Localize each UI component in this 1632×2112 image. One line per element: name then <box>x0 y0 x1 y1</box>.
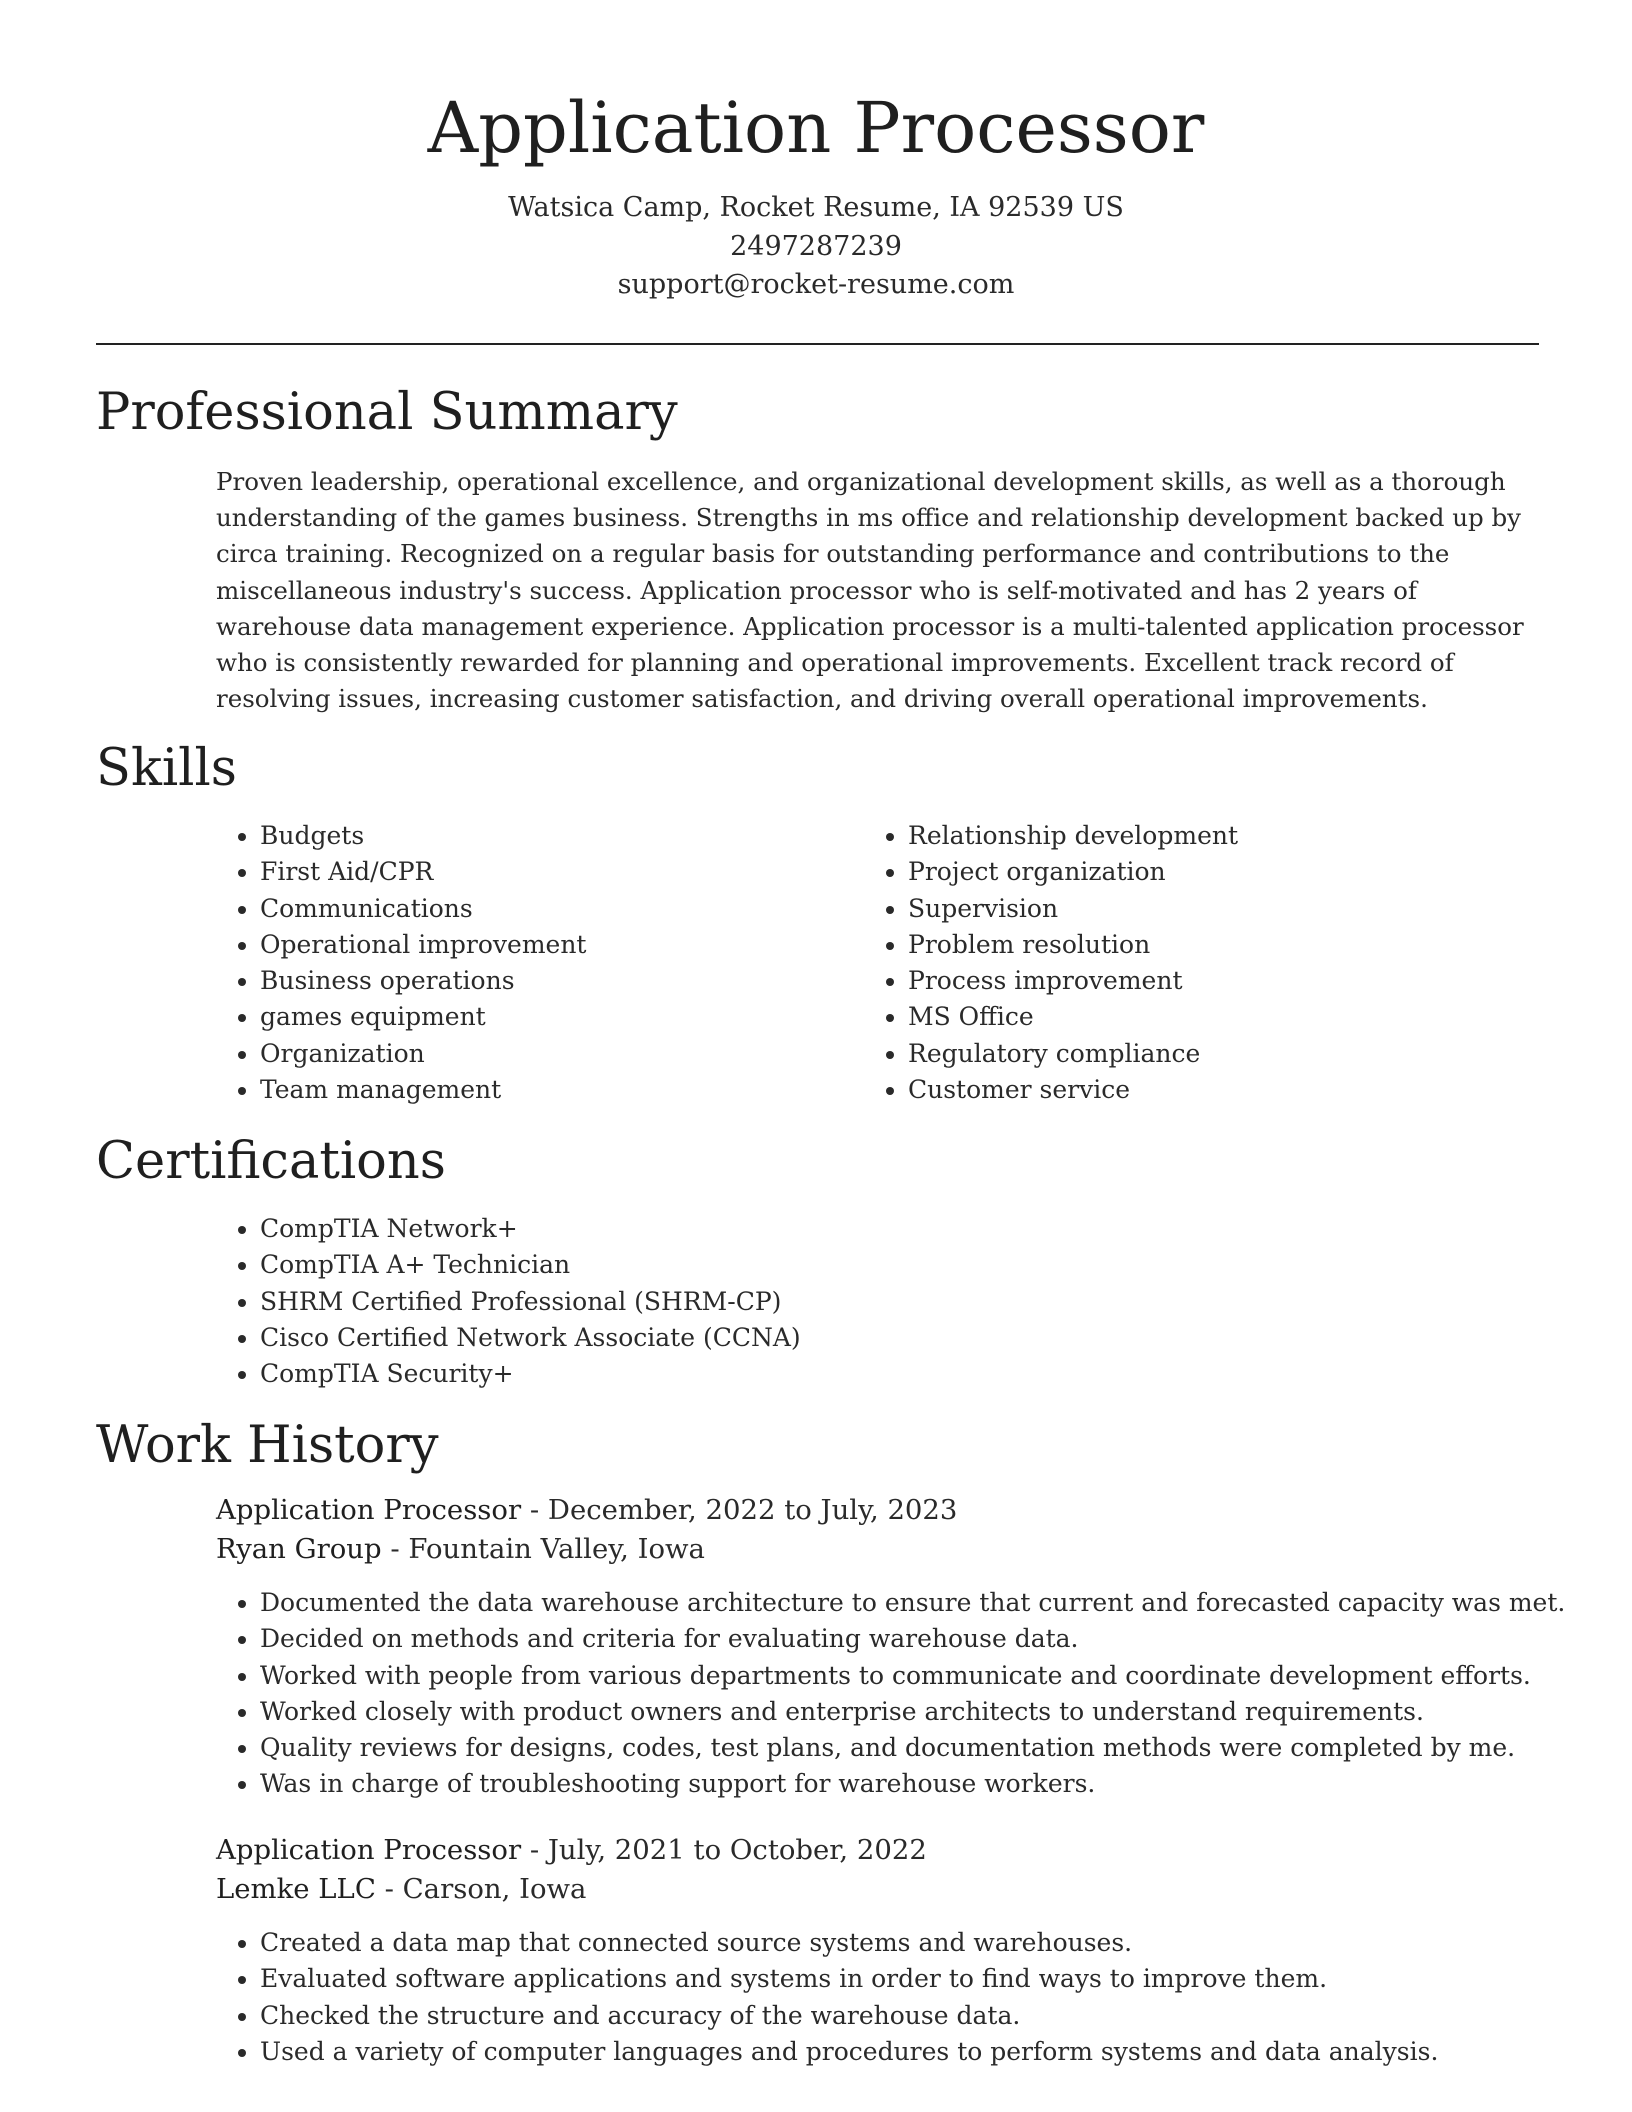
job-dates: July, 2021 to October, 2022 <box>547 1834 927 1866</box>
skill-item: • Communications <box>260 891 860 927</box>
job-bullet: • Documented the data warehouse architecture to ensure that current and forecasted capacity was met. <box>260 1585 1560 1621</box>
job-bullet: • Worked with people from various departments to communicate and coordinate development efforts. <box>260 1658 1560 1694</box>
skills-heading: Skills <box>96 739 237 798</box>
contact-address: Watsica Camp, Rocket Resume, IA 92539 US <box>508 192 1124 223</box>
summary-text: Proven leadership, operational excellence, and organizational development skills, as well as a thorough understanding of the games business. Strengths in ms office and relationship development backed up by circa training. Recognized on a regular basis for outstanding performance and contributions to the miscellaneous industry's success. Application processor who is self-motivated and has 2 years of warehouse data management experience. Application processor is a multi-talented application processor who is consistently rewarded for planning and operational improvements. Excellent track record of resolving issues, increasing customer satisfaction, and driving overall operational improvements. <box>216 467 1524 714</box>
certifications-list <box>216 1211 1460 1392</box>
summary-heading: Professional Summary <box>96 383 678 442</box>
job-bullets <box>216 1925 1560 2070</box>
job-bullet: • Evaluated software applications and systems in order to find ways to improve them. <box>260 1961 1560 1997</box>
job-bullet: • Was in charge of troubleshooting support for warehouse workers. <box>260 1766 1560 1802</box>
job-bullet: • Decided on methods and criteria for evaluating warehouse data. <box>260 1621 1560 1657</box>
skills-list-left <box>216 818 860 1108</box>
contact-email[interactable]: support@rocket-resume.com <box>617 269 1015 300</box>
job-company-line: Ryan Group - Fountain Valley, Iowa <box>216 1533 705 1565</box>
skill-item: • Relationship development <box>908 818 1548 854</box>
certifications-heading: Certifications <box>96 1132 446 1191</box>
job-location: Carson, Iowa <box>402 1873 587 1905</box>
job-company: Ryan Group <box>216 1533 382 1565</box>
job-title-line: Application Processor - December, 2022 to July, 2023 <box>216 1494 958 1526</box>
job-company: Lemke LLC <box>216 1873 376 1905</box>
certification-item: • Cisco Certified Network Associate (CCNA) <box>260 1320 1460 1356</box>
skill-item: • Project organization <box>908 854 1548 890</box>
header-divider <box>96 343 1539 345</box>
skill-item: • Problem resolution <box>908 927 1548 963</box>
skill-item: • Team management <box>260 1072 860 1108</box>
skill-item: • Customer service <box>908 1072 1548 1108</box>
job-bullet: • Worked closely with product owners and enterprise architects to understand requirements. <box>260 1694 1560 1730</box>
job-bullet: • Used a variety of computer languages and procedures to perform systems and data analysis. <box>260 2034 1560 2070</box>
job-bullet: • Quality reviews for designs, codes, test plans, and documentation methods were completed by me. <box>260 1730 1560 1766</box>
job-bullet: • Checked the structure and accuracy of the warehouse data. <box>260 1998 1560 2034</box>
skill-item: • Business operations <box>260 963 860 999</box>
certification-item: • CompTIA A+ Technician <box>260 1247 1460 1283</box>
work-history-heading: Work History <box>96 1416 439 1475</box>
job-bullet: • Created a data map that connected source systems and warehouses. <box>260 1925 1560 1961</box>
skill-item: • Regulatory compliance <box>908 1036 1548 1072</box>
contact-phone: 2497287239 <box>730 231 902 262</box>
job-company-line: Lemke LLC - Carson, Iowa <box>216 1873 587 1905</box>
skill-item: • Budgets <box>260 818 860 854</box>
job-bullets <box>216 1585 1566 1803</box>
skill-item: • Operational improvement <box>260 927 860 963</box>
certification-item: • CompTIA Security+ <box>260 1356 1460 1392</box>
certification-item: • CompTIA Network+ <box>260 1211 1460 1247</box>
skill-item: • Supervision <box>908 891 1548 927</box>
skill-item: • Organization <box>260 1036 860 1072</box>
job-title-line: Application Processor - July, 2021 to October, 2022 <box>216 1834 927 1866</box>
skill-item: • MS Office <box>908 999 1548 1035</box>
job-dates: December, 2022 to July, 2023 <box>547 1494 958 1526</box>
job-location: Fountain Valley, Iowa <box>408 1533 705 1565</box>
job-title: Application Processor <box>216 1834 522 1866</box>
skill-item: • Process improvement <box>908 963 1548 999</box>
skill-item: • games equipment <box>260 999 860 1035</box>
job-title: Application Processor <box>216 1494 522 1526</box>
certification-item: • SHRM Certified Professional (SHRM-CP) <box>260 1284 1460 1320</box>
skills-list-right <box>864 818 1548 1108</box>
resume-title: Application Processor <box>427 87 1205 169</box>
skill-item: • First Aid/CPR <box>260 854 860 890</box>
